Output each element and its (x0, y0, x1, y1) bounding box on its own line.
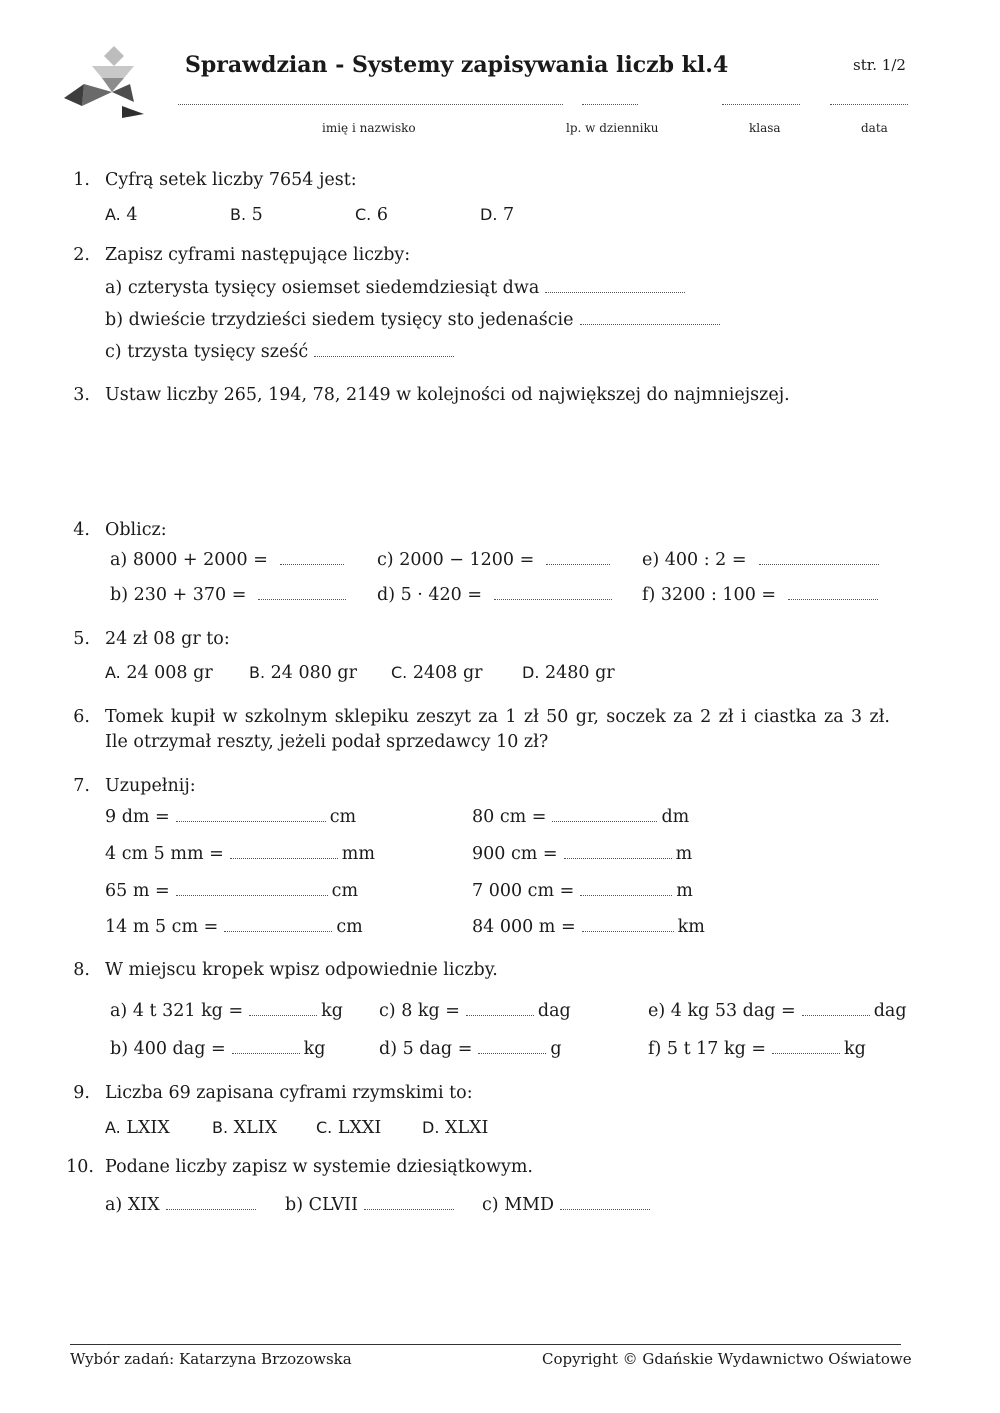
footer-copyright: Copyright © Gdańskie Wydawnictwo Oświatowe (542, 1350, 912, 1368)
conversion-item: b) 400 dag = kg (110, 1039, 326, 1059)
conversion-item: a) 4 t 321 kg = kg (110, 1001, 343, 1021)
footer-divider (70, 1344, 901, 1345)
answer-option[interactable]: C. LXXI (316, 1118, 382, 1138)
answer-blank[interactable] (545, 278, 685, 293)
calc-item: c) 2000 − 1200 = (377, 549, 614, 571)
answer-option[interactable]: A. LXIX (105, 1118, 170, 1138)
conversion-item: d) 5 dag = g (379, 1039, 562, 1059)
register-number-field-label: lp. w dzienniku (566, 121, 659, 135)
subitem: c) trzysta tysięcy sześć (105, 341, 458, 363)
answer-option[interactable]: D. XLXI (422, 1118, 489, 1138)
answer-blank[interactable] (552, 807, 657, 822)
subitem: b) dwieście trzydzieści siedem tysięcy sto jedenaście (105, 309, 724, 331)
answer-blank[interactable] (232, 1039, 300, 1054)
answer-blank[interactable] (560, 1195, 650, 1210)
answer-blank[interactable] (224, 917, 332, 932)
answer-option[interactable]: D. 2480 gr (522, 663, 615, 683)
answer-option[interactable]: B. XLIX (212, 1118, 278, 1138)
conversion-item: 80 cm = dm (472, 807, 690, 827)
answer-option[interactable]: A. 24 008 gr (105, 663, 213, 683)
answer-option[interactable]: D. 7 (480, 205, 515, 225)
calc-item: e) 400 : 2 = (642, 549, 883, 571)
answer-blank[interactable] (176, 807, 326, 822)
conversion-item: 14 m 5 cm = cm (105, 917, 363, 937)
answer-blank[interactable] (759, 550, 879, 565)
date-field-label: data (861, 121, 888, 135)
conversion-item: 4 cm 5 mm = mm (105, 844, 375, 864)
name-field-line[interactable] (178, 104, 563, 105)
publisher-logo (62, 44, 152, 120)
answer-option[interactable]: B. 24 080 gr (249, 663, 358, 683)
class-field-line[interactable] (722, 104, 800, 105)
subitem: a) czterysta tysięcy osiemset siedemdziesiąt dwa (105, 277, 689, 299)
answer-blank[interactable] (580, 881, 672, 896)
conversion-item: 900 cm = m (472, 844, 693, 864)
answer-blank[interactable] (478, 1039, 546, 1054)
conversion-item: c) 8 kg = dag (379, 1001, 571, 1021)
answer-blank[interactable] (364, 1195, 454, 1210)
answer-blank[interactable] (802, 1001, 870, 1016)
answer-blank[interactable] (546, 550, 610, 565)
answer-blank[interactable] (772, 1039, 840, 1054)
class-field-label: klasa (749, 121, 781, 135)
conversion-item: 65 m = cm (105, 881, 359, 901)
roman-item: c) MMD (482, 1194, 654, 1216)
answer-option[interactable]: C. 2408 gr (391, 663, 483, 683)
answer-blank[interactable] (249, 1001, 317, 1016)
question-text: Cyfrą setek liczby 7654 jest: (105, 170, 357, 190)
question-6-line-2: Ile otrzymał reszty, jeżeli podał sprzedawcy 10 zł? (105, 732, 549, 752)
answer-blank[interactable] (466, 1001, 534, 1016)
conversion-item: 7 000 cm = m (472, 881, 693, 901)
answer-blank[interactable] (230, 844, 338, 859)
roman-item: a) XIX (105, 1194, 260, 1216)
roman-item: b) CLVII (285, 1194, 458, 1216)
conversion-item: 9 dm = cm (105, 807, 357, 827)
answer-blank[interactable] (788, 585, 878, 600)
answer-blank[interactable] (580, 310, 720, 325)
calc-item: a) 8000 + 2000 = (110, 549, 348, 571)
name-field-label: imię i nazwisko (322, 121, 416, 135)
calc-item: f) 3200 : 100 = (642, 584, 882, 606)
answer-blank[interactable] (176, 881, 328, 896)
register-number-field-line[interactable] (582, 104, 638, 105)
date-field-line[interactable] (830, 104, 908, 105)
answer-blank[interactable] (582, 917, 674, 932)
answer-blank[interactable] (166, 1195, 256, 1210)
page-title: Sprawdzian - Systemy zapisywania liczb kl.4 (185, 52, 729, 78)
calc-item: b) 230 + 370 = (110, 584, 350, 606)
answer-blank[interactable] (494, 585, 612, 600)
footer-author: Wybór zadań: Katarzyna Brzozowska (70, 1350, 352, 1368)
conversion-item: f) 5 t 17 kg = kg (648, 1039, 866, 1059)
page-number: str. 1/2 (853, 56, 906, 74)
answer-option[interactable]: B. 5 (230, 205, 263, 225)
answer-blank[interactable] (564, 844, 672, 859)
conversion-item: e) 4 kg 53 dag = dag (648, 1001, 907, 1021)
question-number: 1. (73, 170, 90, 190)
answer-blank[interactable] (314, 342, 454, 357)
answer-blank[interactable] (280, 550, 344, 565)
answer-option[interactable]: C. 6 (355, 205, 388, 225)
calc-item: d) 5 · 420 = (377, 584, 616, 606)
answer-blank[interactable] (258, 585, 346, 600)
answer-option[interactable]: A. 4 (105, 205, 138, 225)
conversion-item: 84 000 m = km (472, 917, 705, 937)
